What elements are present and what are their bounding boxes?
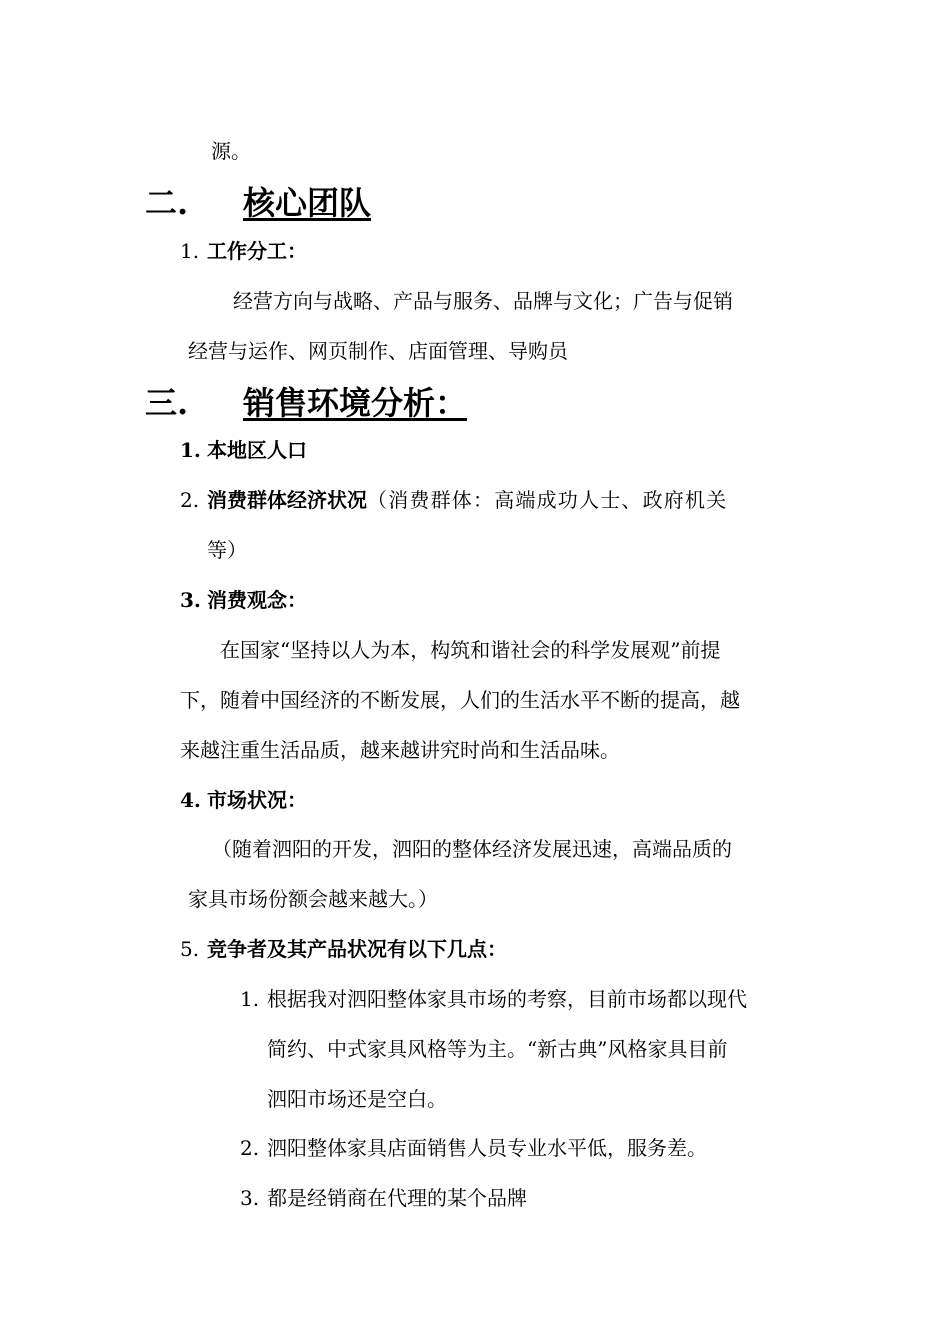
section-title: 核心团队	[243, 184, 372, 222]
list-item-work-division	[180, 239, 307, 263]
list-number: 2.	[180, 488, 200, 512]
paragraph-line: 在国家“坚持以人为本，构筑和谐社会的科学发展观”前提	[220, 638, 721, 662]
paragraph-line: 下，随着中国经济的不断发展，人们的生活水平不断的提高，越	[180, 688, 740, 712]
paragraph-line: 泗阳市场还是空白。	[267, 1087, 447, 1111]
paragraph-line: 经营方向与战略、产品与服务、品牌与文化；广告与促销	[233, 289, 733, 313]
sub-list-item-3	[240, 1186, 527, 1210]
sub-list-item-2	[240, 1136, 707, 1160]
list-label: 本地区人口	[207, 438, 307, 462]
list-text: 都是经销商在代理的某个品牌	[267, 1186, 527, 1210]
list-number: 4.	[180, 788, 201, 812]
continued-text: 源。	[211, 139, 251, 163]
list-text: 根据我对泗阳整体家具市场的考察，目前市场都以现代	[267, 987, 747, 1011]
section-heading-3	[145, 384, 467, 422]
list-item-population	[180, 438, 307, 462]
section-number: 三.	[145, 384, 189, 422]
list-text: （消费群体：高端成功人士、政府机关	[367, 488, 728, 512]
list-label: 消费观念：	[207, 588, 307, 612]
paragraph-line: 简约、中式家具风格等为主。“新古典”风格家具目前	[267, 1037, 728, 1061]
section-title: 销售环境分析：	[243, 384, 468, 422]
list-number: 1.	[240, 987, 260, 1011]
list-text: 泗阳整体家具店面销售人员专业水平低，服务差。	[267, 1136, 707, 1160]
paragraph-line: 经营与运作、网页制作、店面管理、导购员	[188, 339, 568, 363]
list-item-competitors	[180, 937, 507, 961]
list-label: 工作分工：	[207, 239, 307, 263]
list-item-consumption-concept	[180, 588, 307, 612]
list-number: 5.	[180, 937, 200, 961]
sub-list-item-1	[240, 987, 747, 1011]
list-number: 1.	[180, 438, 201, 462]
list-item-market-status	[180, 788, 307, 812]
list-label: 消费群体经济状况	[207, 488, 367, 512]
list-number: 3.	[180, 588, 201, 612]
list-label: 竞争者及其产品状况有以下几点：	[207, 937, 507, 961]
paragraph-line: 家具市场份额会越来越大。）	[188, 887, 438, 911]
list-item-consumer-economy	[180, 488, 727, 512]
paragraph-line: 等）	[207, 538, 247, 562]
section-heading-2	[145, 184, 371, 222]
list-number: 1.	[180, 239, 200, 263]
list-label: 市场状况：	[207, 788, 307, 812]
paragraph-line: 来越注重生活品质，越来越讲究时尚和生活品味。	[180, 738, 620, 762]
paragraph-line: （随着泗阳的开发，泗阳的整体经济发展迅速，高端品质的	[212, 837, 732, 861]
list-number: 2.	[240, 1136, 260, 1160]
list-number: 3.	[240, 1186, 260, 1210]
section-number: 二.	[145, 184, 189, 222]
